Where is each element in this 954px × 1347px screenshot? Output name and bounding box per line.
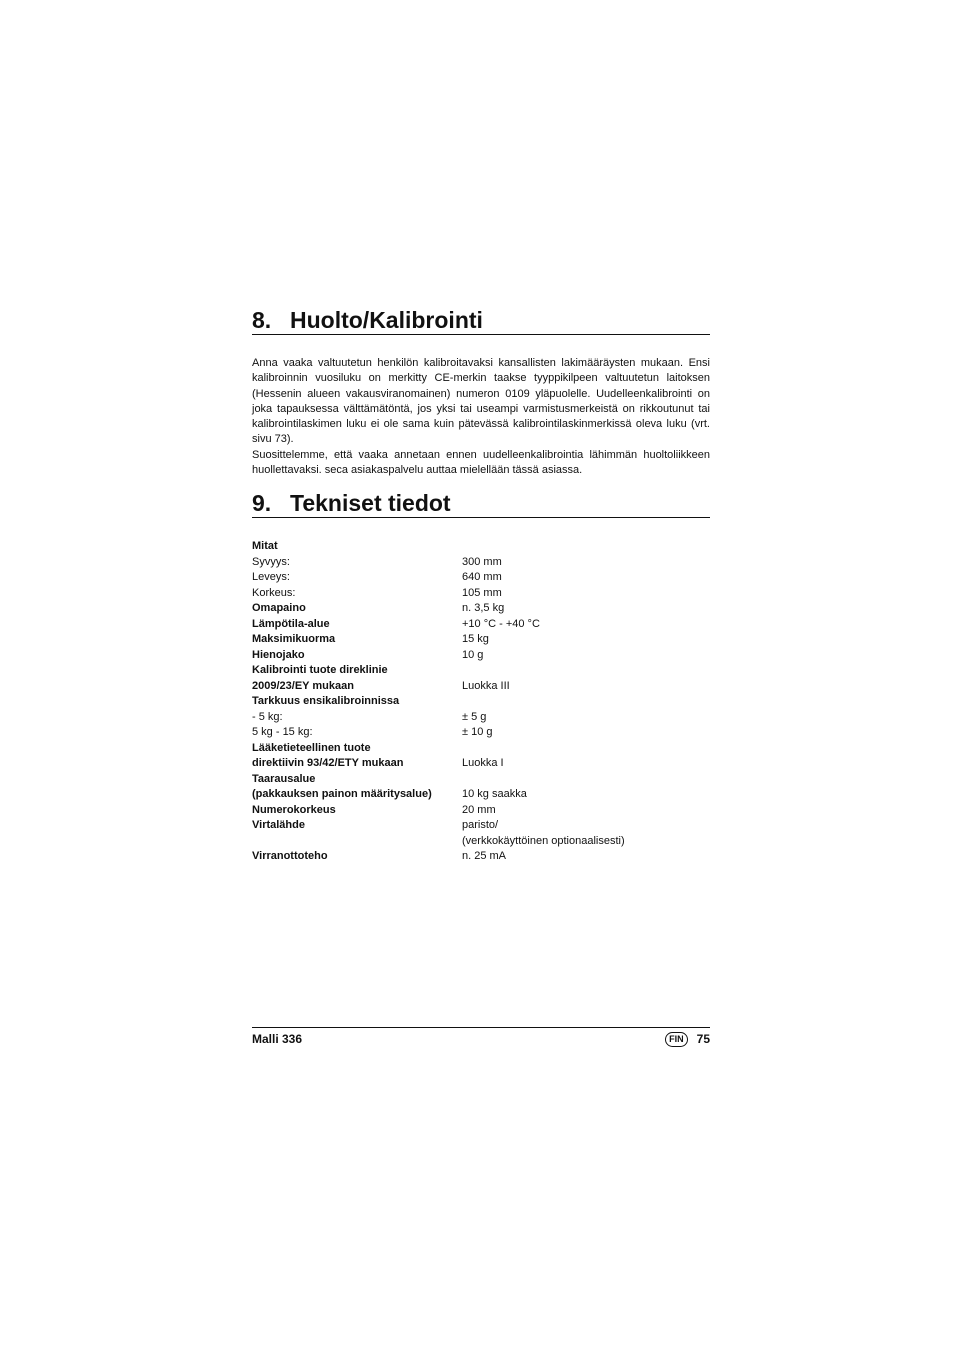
spec-row	[252, 679, 710, 695]
section-8-paragraph-2: Suosittelemme, että vaaka annetaan ennen uudelleenkalibrointia lähimmän huoltoliikkeen huollettavaksi. seca asiakaspalvelu auttaa mielellään tässä asiassa.	[252, 448, 710, 477]
spec-row	[252, 772, 710, 788]
spec-row	[252, 663, 710, 679]
spec-label: - 5 kg:	[252, 710, 283, 723]
spec-value: ± 10 g	[462, 726, 493, 738]
spec-row	[252, 787, 710, 803]
spec-row	[252, 756, 710, 772]
spec-label: Kalibrointi tuote direklinie	[252, 664, 388, 676]
spec-value: n. 3,5 kg	[462, 602, 505, 614]
spec-label: Tarkkuus ensikalibroinnissa	[252, 695, 400, 707]
spec-value: (verkkokäyttöinen optionaalisesti)	[462, 834, 625, 847]
spec-row	[252, 539, 710, 555]
spec-row	[252, 694, 710, 710]
spec-row	[252, 741, 710, 757]
section-9-number: 9.	[252, 490, 272, 516]
spec-row	[252, 570, 710, 586]
spec-label: Virtalähde	[252, 819, 305, 831]
spec-label: Hienojako	[252, 648, 305, 661]
spec-label: Leveys:	[252, 571, 290, 583]
spec-row	[252, 617, 710, 633]
spec-label: 2009/23/EY mukaan	[252, 679, 354, 692]
page-number: 75	[696, 1032, 710, 1046]
spec-value	[462, 741, 710, 757]
spec-row	[252, 710, 710, 726]
spec-value	[462, 694, 710, 710]
spec-value: Luokka III	[462, 679, 510, 692]
spec-value: 10 g	[462, 648, 484, 661]
spec-row	[252, 555, 710, 571]
spec-label: Korkeus:	[252, 586, 296, 599]
spec-value: 20 mm	[462, 803, 496, 816]
spec-value: 15 kg	[462, 633, 489, 645]
section-8-heading	[252, 306, 710, 335]
spec-row	[252, 586, 710, 602]
spec-table	[252, 539, 710, 865]
spec-label: Omapaino	[252, 602, 306, 614]
spec-value	[462, 772, 710, 788]
spec-label: Lämpötila-alue	[252, 617, 330, 630]
spec-label: direktiivin 93/42/ETY mukaan	[252, 757, 404, 769]
spec-label: Mitat	[252, 540, 278, 552]
spec-value: ± 5 g	[462, 710, 487, 723]
section-9-heading	[252, 489, 710, 518]
spec-label: (pakkauksen painon määritysalue)	[252, 788, 432, 800]
spec-value: 105 mm	[462, 586, 502, 599]
spec-label: Maksimikuorma	[252, 633, 336, 645]
spec-value: n. 25 mA	[462, 850, 507, 862]
spec-value: 640 mm	[462, 571, 502, 583]
spec-row	[252, 803, 710, 819]
spec-label	[252, 834, 462, 850]
language-badge: FIN	[665, 1032, 688, 1047]
spec-label: 5 kg - 15 kg:	[252, 726, 313, 738]
footer-model: Malli 336	[252, 1032, 303, 1046]
spec-label: Numerokorkeus	[252, 803, 336, 816]
spec-label: Syvyys:	[252, 555, 290, 568]
spec-value	[462, 539, 710, 555]
spec-value: 300 mm	[462, 555, 502, 568]
spec-label: Virranottoteho	[252, 850, 328, 862]
footer-divider	[252, 1027, 710, 1028]
section-9-title: Tekniset tiedot	[290, 490, 451, 516]
section-8-paragraph-1: Anna vaaka valtuutetun henkilön kalibroitavaksi kansallisten lakimääräysten mukaan. Ensi kalibroinnin vuosiluku on merkitty CE-merkin taakse tyyppikilpeen valtuutetun laitoksen (Hessenin alueen vakausviranomainen) numeron 0109 yläpuolelle. Uudelleenkalibrointi on joka tapauksessa välttämätöntä, jos yksi tai useampi varmistusmerkeistä on rikkoutunut tai kalibrointilaskimen luku ei ole sama kuin pätevässä kalibrointilaskinmerkissä oleva luku (vrt. sivu 73).	[252, 357, 710, 446]
spec-row	[252, 632, 710, 648]
section-8-number: 8.	[252, 307, 272, 333]
spec-row	[252, 725, 710, 741]
spec-row	[252, 818, 710, 834]
spec-value: Luokka I	[462, 757, 504, 769]
spec-value: +10 °C - +40 °C	[462, 617, 540, 630]
section-8-body	[252, 356, 710, 478]
spec-value: paristo/	[462, 819, 499, 831]
section-8-title: Huolto/Kalibrointi	[290, 307, 483, 333]
spec-row	[252, 601, 710, 617]
spec-value: 10 kg saakka	[462, 788, 527, 800]
spec-label: Lääketieteellinen tuote	[252, 741, 371, 754]
spec-row	[252, 834, 710, 850]
spec-row	[252, 648, 710, 664]
spec-row	[252, 849, 710, 865]
spec-value	[462, 663, 710, 679]
footer-right	[665, 1031, 710, 1047]
spec-label: Taarausalue	[252, 772, 316, 785]
